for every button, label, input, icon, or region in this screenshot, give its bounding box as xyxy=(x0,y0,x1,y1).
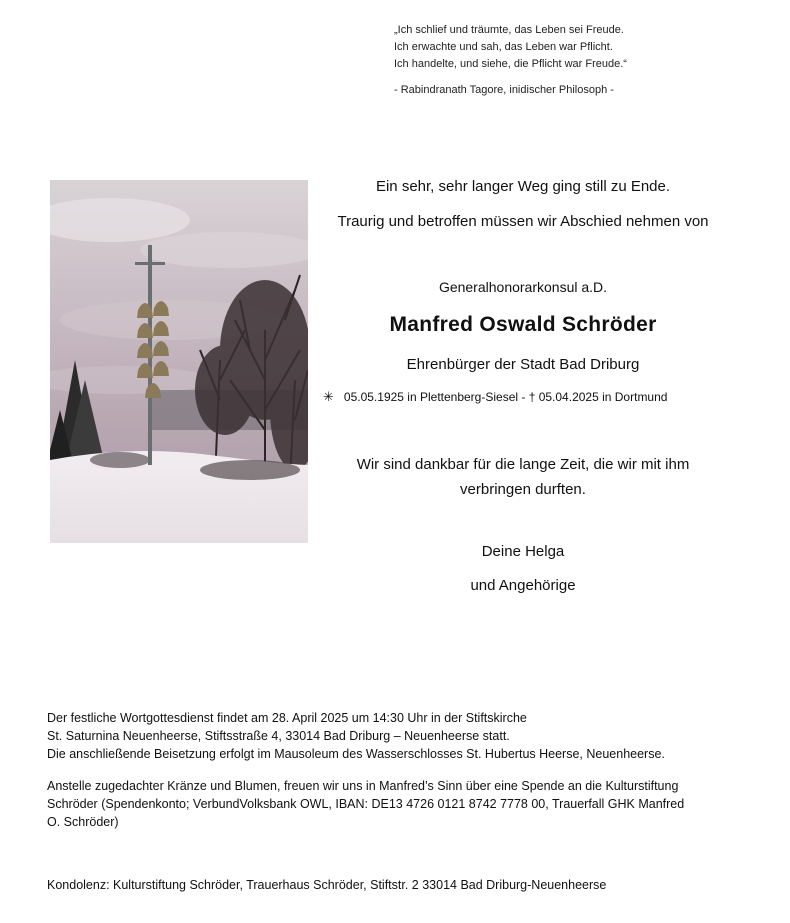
epigraph-quote xyxy=(394,22,754,99)
deceased-name: Manfred Oswald Schröder xyxy=(389,313,657,336)
thanks-line-1: Wir sind dankbar für die lange Zeit, die wir mit ihm xyxy=(356,456,690,473)
birth-star-icon: ✳ xyxy=(323,389,334,404)
intro-line-2: Traurig und betroffen müssen wir Abschied nehmen von xyxy=(337,213,709,230)
memorial-photo xyxy=(50,180,308,543)
deceased-title: Generalhonorarkonsul a.D. xyxy=(438,279,608,295)
service-line-3: Die anschließende Beisetzung erfolgt im Mausoleum des Wasserschlosses St. Hubertus Heerse, Neuenheerse. xyxy=(47,747,665,761)
condolence-info: Kondolenz: Kulturstiftung Schröder, Trauerhaus Schröder, Stiftstr. 2 33014 Bad Driburg-Neuenheerse xyxy=(47,878,607,892)
quote-line-1: „Ich schlief und träumte, das Leben sei Freude. xyxy=(394,24,624,36)
donation-line-1: Anstelle zugedachter Kränze und Blumen, freuen wir uns in Manfred’s Sinn über eine Spende an die Kulturstiftung xyxy=(47,779,679,793)
deceased-honor: Ehrenbürger der Stadt Bad Driburg xyxy=(406,356,640,373)
thanks-text xyxy=(310,452,736,502)
service-line-1: Der festliche Wortgottesdienst findet am 28. April 2025 um 14:30 Uhr in der Stiftskirche xyxy=(47,711,527,725)
service-line-2: St. Saturnina Neuenheerse, Stiftsstraße 4, 33014 Bad Driburg – Neuenheerse statt. xyxy=(47,729,510,743)
intro-line-1: Ein sehr, sehr langer Weg ging still zu Ende. xyxy=(375,178,671,195)
signature-line-2: und Angehörige xyxy=(470,577,576,594)
life-dates xyxy=(323,389,667,405)
donation-line-2: Schröder (Spendenkonto; VerbundVolksbank OWL, IBAN: DE13 4726 0121 8742 7778 00, Trauerfall GHK Manfred xyxy=(47,797,685,811)
quote-line-2: Ich erwachte und sah, das Leben war Pflicht. xyxy=(394,41,613,53)
life-dates-text: 05.05.1925 in Plettenberg-Siesel - † 05.04.2025 in Dortmund xyxy=(343,390,668,404)
donation-line-3: O. Schröder) xyxy=(47,815,119,829)
thanks-line-2: verbringen durften. xyxy=(460,481,586,498)
signature-line-1: Deine Helga xyxy=(481,543,565,560)
donation-info xyxy=(47,777,747,831)
quote-line-3: Ich handelte, und siehe, die Pflicht war Freude.“ xyxy=(394,58,627,70)
service-info xyxy=(47,709,747,763)
quote-author: - Rabindranath Tagore, inidischer Philosoph - xyxy=(394,84,614,96)
bell-tower-cross-photo-icon xyxy=(50,180,308,543)
